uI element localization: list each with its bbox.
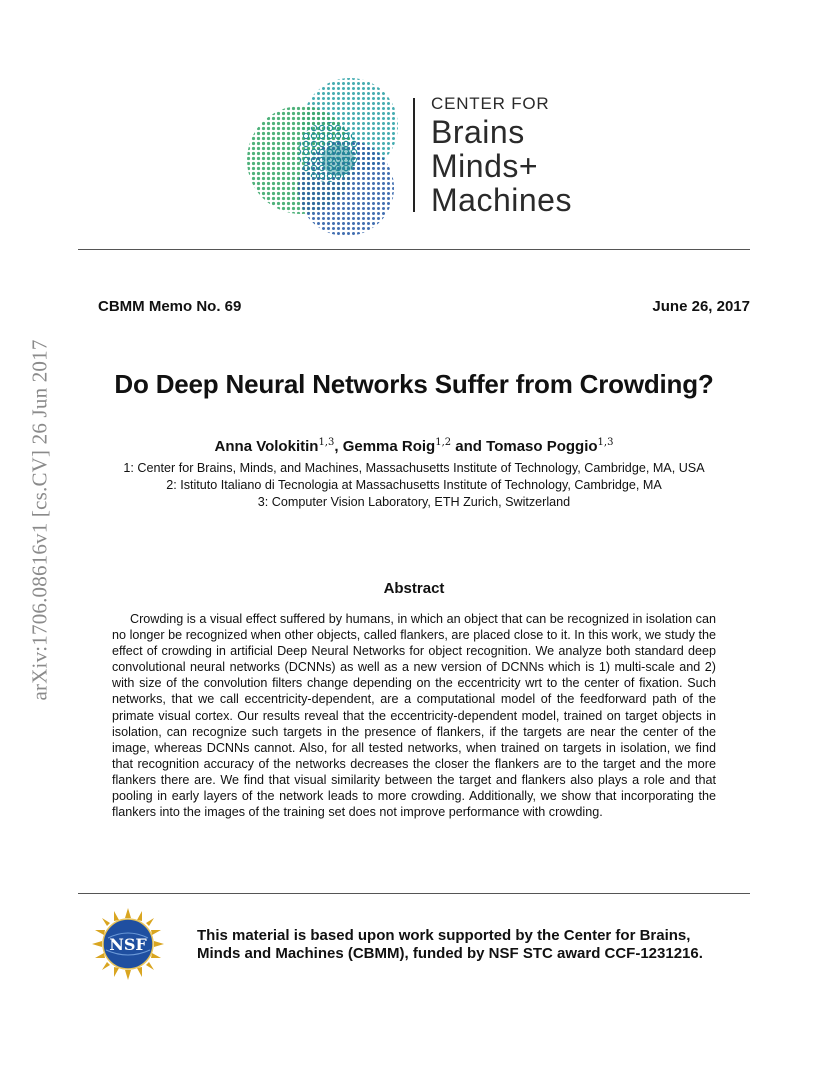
paper-title: Do Deep Neural Networks Suffer from Crowding?: [114, 369, 714, 399]
memo-number: CBMM Memo No. 69: [98, 298, 242, 315]
memo-date: June 26, 2017: [652, 298, 750, 315]
funding-note: [197, 927, 757, 963]
arxiv-stamp: arXiv:1706.08616v1 [cs.CV] 26 Jun 2017: [27, 339, 52, 701]
nsf-seal-text: NSF: [109, 935, 147, 954]
authors-line: [0, 437, 828, 455]
author-affil: 1,3: [597, 437, 614, 448]
logo-line-minds: Minds+: [431, 148, 539, 184]
logo-wordmark: [431, 93, 572, 217]
author-separator: ,: [334, 438, 343, 455]
author-separator: and: [451, 438, 487, 455]
logo-line-brains: Brains: [431, 114, 525, 150]
affiliation-1: 1: Center for Brains, Minds, and Machines, Massachusetts Institute of Technology, Cambridge, MA, USA: [123, 461, 705, 475]
bottom-rule: [78, 893, 750, 894]
logo-line-machines: Machines: [431, 182, 572, 218]
funding-line-2: Minds and Machines (CBMM), funded by NSF STC award CCF-1231216.: [197, 945, 703, 962]
author-name: Tomaso Poggio: [486, 438, 598, 455]
cbmm-logo-icon: [246, 76, 406, 238]
nsf-seal-icon: [92, 908, 164, 980]
author-affil: 1,2: [435, 437, 452, 448]
logo-divider: [413, 98, 415, 212]
funding-line-1: This material is based upon work supported by the Center for Brains,: [197, 927, 691, 944]
affiliation-3: 3: Computer Vision Laboratory, ETH Zurich, Switzerland: [257, 495, 571, 509]
abstract-heading: Abstract: [383, 580, 445, 597]
top-rule: [78, 249, 750, 250]
author-name: Gemma Roig: [342, 438, 436, 455]
author-affil: 1,3: [318, 437, 335, 448]
affiliation-2: 2: Istituto Italiano di Tecnologia at Massachusetts Institute of Technology, Cambridge, MA: [166, 478, 662, 492]
abstract-body: Crowding is a visual effect suffered by humans, in which an object that can be recognized in isolation can no longer be recognized when other objects, called flankers, are placed close to it. In this work, we study the effect of crowding in artificial Deep Neural Networks for object recognition. We analyze both standard deep convolutional neural networks (DCNNs) as well as a new version of DCNNs which is 1) multi-scale and 2) with size of the convolution filters change depending on the eccentricity wrt to the center of fixation. Such networks, that we call eccentricity-dependent, are a computational model of the feedforward path of the primate visual cortex. Our results reveal that the eccentricity-dependent model, trained on target objects in isolation, can recognize such targets in the presence of flankers, if the targets are near the center of the image, whereas DCNNs cannot. Also, for all tested networks, when trained on targets in isolation, we find that recognition accuracy of the networks decreases the closer the flankers are to the target and the more flankers there are. We find that visual similarity between the target and flankers also plays a role and that pooling in early layers of the network leads to more crowding. Additionally, we show that incorporating the flankers into the images of the training set does not improve performance with crowding.: [112, 612, 716, 820]
author-name: Anna Volokitin: [214, 438, 319, 455]
logo-line-center-for: CENTER FOR: [431, 94, 550, 113]
